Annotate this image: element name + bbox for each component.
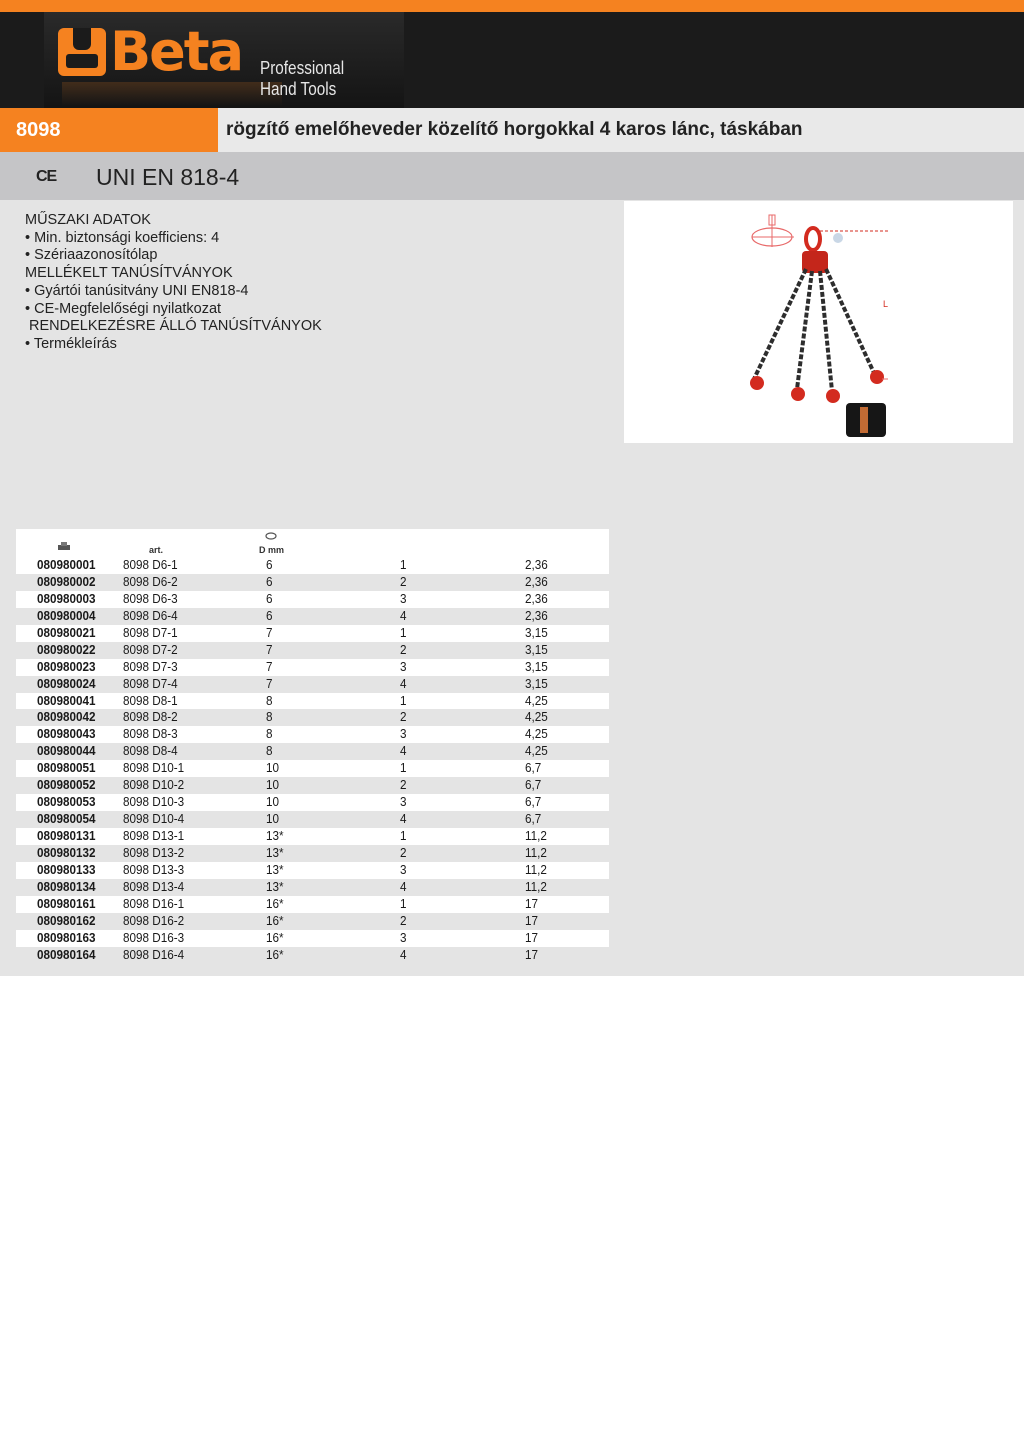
cell-legs: 3 — [400, 929, 407, 945]
table-row — [16, 676, 609, 693]
brand-header — [0, 12, 1024, 108]
cell-legs: 2 — [400, 777, 407, 793]
cell-weight: 17 — [525, 946, 539, 962]
table-row — [16, 862, 609, 879]
cell-weight: 4,25 — [525, 743, 548, 759]
cell-legs: 4 — [400, 946, 407, 962]
cell-diameter: 6 — [266, 590, 273, 606]
cell-weight: 4,25 — [525, 709, 548, 725]
cell-weight: 11,2 — [525, 878, 547, 894]
cell-code: 080980134 — [37, 878, 96, 894]
cell-weight: 2,36 — [525, 557, 548, 572]
cell-article: 8098 D13-4 — [123, 878, 185, 894]
cell-weight: 3,15 — [525, 658, 548, 674]
cell-legs: 3 — [400, 726, 407, 742]
cell-article: 8098 D8-1 — [123, 692, 178, 708]
cell-legs: 4 — [400, 607, 407, 623]
specs-line: • Termékleírás — [25, 335, 117, 352]
cell-diameter: 13* — [266, 828, 284, 843]
cell-article: 8098 D7-4 — [123, 675, 178, 691]
cell-code: 080980161 — [37, 895, 96, 911]
table-row — [16, 845, 609, 862]
cell-code: 080980043 — [37, 726, 96, 742]
cell-diameter: 10 — [266, 760, 280, 776]
cell-code: 080980042 — [37, 709, 96, 725]
cell-article: 8098 D10-2 — [123, 777, 185, 793]
cell-article: 8098 D13-3 — [123, 861, 185, 877]
cell-article: 8098 D6-3 — [123, 590, 178, 606]
cell-legs: 2 — [400, 641, 407, 657]
cell-weight: 3,15 — [525, 624, 548, 640]
cell-weight: 6,7 — [525, 811, 542, 827]
cell-code: 080980024 — [37, 675, 96, 691]
specs-line: MELLÉKELT TANÚSÍTVÁNYOK — [25, 265, 233, 282]
specs-line: RENDELKEZÉSRE ÁLLÓ TANÚSÍTVÁNYOK — [25, 318, 322, 335]
cell-weight: 6,7 — [525, 794, 542, 810]
cell-weight: 6,7 — [525, 777, 542, 793]
cell-article: 8098 D6-1 — [123, 557, 178, 572]
cell-legs: 2 — [400, 709, 407, 725]
beta-logo — [44, 12, 404, 108]
cell-legs: 1 — [400, 895, 407, 911]
cell-legs: 4 — [400, 743, 407, 759]
cell-weight: 17 — [525, 912, 539, 928]
cell-article: 8098 D10-4 — [123, 811, 185, 827]
cell-article: 8098 D6-2 — [123, 573, 178, 589]
cell-code: 080980003 — [37, 590, 96, 606]
standard-bar — [0, 152, 1024, 200]
cell-article: 8098 D8-3 — [123, 726, 178, 742]
cell-code: 080980052 — [37, 777, 96, 793]
cell-diameter: 13* — [266, 844, 284, 860]
cell-diameter: 7 — [266, 641, 273, 657]
cell-diameter: 8 — [266, 743, 273, 759]
table-row — [16, 659, 609, 676]
cell-code: 080980133 — [37, 861, 96, 877]
cell-diameter: 6 — [266, 557, 273, 572]
table-row — [16, 913, 609, 930]
header-diameter: D mm — [259, 545, 285, 555]
table-row — [16, 693, 609, 710]
cell-weight: 6,7 — [525, 760, 542, 776]
cell-weight: 17 — [525, 895, 539, 911]
table-row — [16, 574, 609, 591]
cell-weight: 17 — [525, 929, 539, 945]
product-photo — [624, 201, 1013, 443]
cell-weight: 3,15 — [525, 641, 548, 657]
ce-mark-icon: CE — [36, 168, 57, 185]
cell-diameter: 10 — [266, 777, 280, 793]
table-row — [16, 947, 609, 964]
technical-specs — [25, 212, 322, 354]
cell-article: 8098 D10-1 — [123, 760, 185, 776]
cell-legs: 1 — [400, 692, 407, 708]
cell-weight: 11,2 — [525, 828, 547, 843]
cell-diameter: 8 — [266, 709, 273, 725]
cell-diameter: 7 — [266, 675, 273, 691]
table-row — [16, 625, 609, 642]
cell-article: 8098 D8-4 — [123, 743, 178, 759]
cell-article: 8098 D13-1 — [123, 828, 185, 843]
product-title: rögzítő emelőheveder közelítő horgokkal 4 karos lánc, táskában — [226, 119, 803, 140]
table-row — [16, 760, 609, 777]
cell-weight: 4,25 — [525, 692, 548, 708]
cell-legs: 1 — [400, 760, 407, 776]
cell-article: 8098 D8-2 — [123, 709, 178, 725]
cell-article: 8098 D7-1 — [123, 624, 178, 640]
cell-code: 080980054 — [37, 811, 96, 827]
cell-diameter: 8 — [266, 692, 273, 708]
cell-code: 080980023 — [37, 658, 96, 674]
length-label: L — [883, 299, 889, 309]
logo-reflection — [62, 82, 282, 106]
cell-article: 8098 D7-2 — [123, 641, 178, 657]
table-row — [16, 896, 609, 913]
cell-weight: 3,15 — [525, 675, 548, 691]
cell-legs: 1 — [400, 828, 407, 843]
table-row — [16, 879, 609, 896]
cell-article: 8098 D13-2 — [123, 844, 185, 860]
cell-code: 080980022 — [37, 641, 96, 657]
cell-diameter: 16* — [266, 912, 284, 928]
product-table — [16, 529, 609, 964]
cell-legs: 4 — [400, 811, 407, 827]
table-row — [16, 828, 609, 845]
brand-name: Beta — [110, 20, 243, 83]
cell-diameter: 7 — [266, 624, 273, 640]
cell-article: 8098 D16-2 — [123, 912, 185, 928]
cell-legs: 4 — [400, 675, 407, 691]
table-row — [16, 591, 609, 608]
cell-code: 080980004 — [37, 607, 96, 623]
cell-diameter: 6 — [266, 607, 273, 623]
cell-article: 8098 D7-3 — [123, 658, 178, 674]
cell-legs: 2 — [400, 912, 407, 928]
cell-weight: 11,2 — [525, 844, 547, 860]
table-row — [16, 811, 609, 828]
table-body — [16, 557, 609, 964]
cell-diameter: 13* — [266, 878, 284, 894]
cell-weight: 2,36 — [525, 607, 548, 623]
cell-code: 080980021 — [37, 624, 96, 640]
cell-article: 8098 D10-3 — [123, 794, 185, 810]
cell-code: 080980044 — [37, 743, 96, 759]
cell-diameter: 10 — [266, 794, 280, 810]
cell-code: 080980001 — [37, 557, 96, 572]
header-art: art. — [149, 545, 164, 555]
table-row — [16, 743, 609, 760]
cell-article: 8098 D16-3 — [123, 929, 185, 945]
cell-legs: 3 — [400, 658, 407, 674]
cell-code: 080980041 — [37, 692, 96, 708]
cell-code: 080980131 — [37, 828, 96, 843]
specs-line: MŰSZAKI ADATOK — [25, 212, 151, 228]
cell-diameter: 13* — [266, 861, 284, 877]
cell-diameter: 8 — [266, 726, 273, 742]
table-row — [16, 557, 609, 574]
product-code: 8098 — [16, 119, 61, 141]
brand-tagline: Professional Hand Tools — [260, 58, 345, 99]
cell-code: 080980163 — [37, 929, 96, 945]
table-header — [16, 529, 609, 557]
cell-weight: 2,36 — [525, 573, 548, 589]
cell-code: 080980053 — [37, 794, 96, 810]
cell-legs: 2 — [400, 844, 407, 860]
cell-code: 080980132 — [37, 844, 96, 860]
specs-line: • Min. biztonsági koefficiens: 4 — [25, 229, 220, 246]
cell-diameter: 10 — [266, 811, 280, 827]
table-row — [16, 794, 609, 811]
wrench-logo-icon — [58, 28, 106, 76]
cell-legs: 2 — [400, 573, 407, 589]
cell-legs: 4 — [400, 878, 407, 894]
cell-code: 080980051 — [37, 760, 96, 776]
product-code-box — [0, 108, 218, 152]
cell-diameter: 6 — [266, 573, 273, 589]
cell-diameter: 16* — [266, 895, 284, 911]
cell-legs: 1 — [400, 624, 407, 640]
specs-line: • Gyártói tanúsitvány UNI EN818-4 — [25, 282, 249, 299]
product-title-bar — [0, 108, 1024, 152]
cell-legs: 1 — [400, 557, 407, 572]
table-row — [16, 642, 609, 659]
cell-diameter: 7 — [266, 658, 273, 674]
table-row — [16, 726, 609, 743]
chain-sling-illustration — [624, 201, 1013, 443]
cell-diameter: 16* — [266, 929, 284, 945]
code-icon — [57, 541, 71, 553]
specs-line: • Szériaazonosítólap — [25, 247, 158, 264]
cell-weight: 4,25 — [525, 726, 548, 742]
cell-legs: 3 — [400, 590, 407, 606]
cell-code: 080980002 — [37, 573, 96, 589]
table-row — [16, 709, 609, 726]
cell-legs: 3 — [400, 794, 407, 810]
cell-code: 080980162 — [37, 912, 96, 928]
chain-diameter-icon — [264, 531, 278, 543]
cell-weight: 11,2 — [525, 861, 547, 877]
standard-label: UNI EN 818-4 — [96, 164, 240, 190]
cell-code: 080980164 — [37, 946, 96, 962]
top-accent-line — [0, 0, 1024, 12]
cell-legs: 3 — [400, 861, 407, 877]
table-row — [16, 608, 609, 625]
table-row — [16, 930, 609, 947]
cell-weight: 2,36 — [525, 590, 548, 606]
table-row — [16, 777, 609, 794]
cell-article: 8098 D16-4 — [123, 946, 185, 962]
cell-article: 8098 D6-4 — [123, 607, 178, 623]
cell-article: 8098 D16-1 — [123, 895, 185, 911]
specs-line: • CE-Megfelelőségi nyilatkozat — [25, 300, 222, 317]
cell-diameter: 16* — [266, 946, 284, 962]
